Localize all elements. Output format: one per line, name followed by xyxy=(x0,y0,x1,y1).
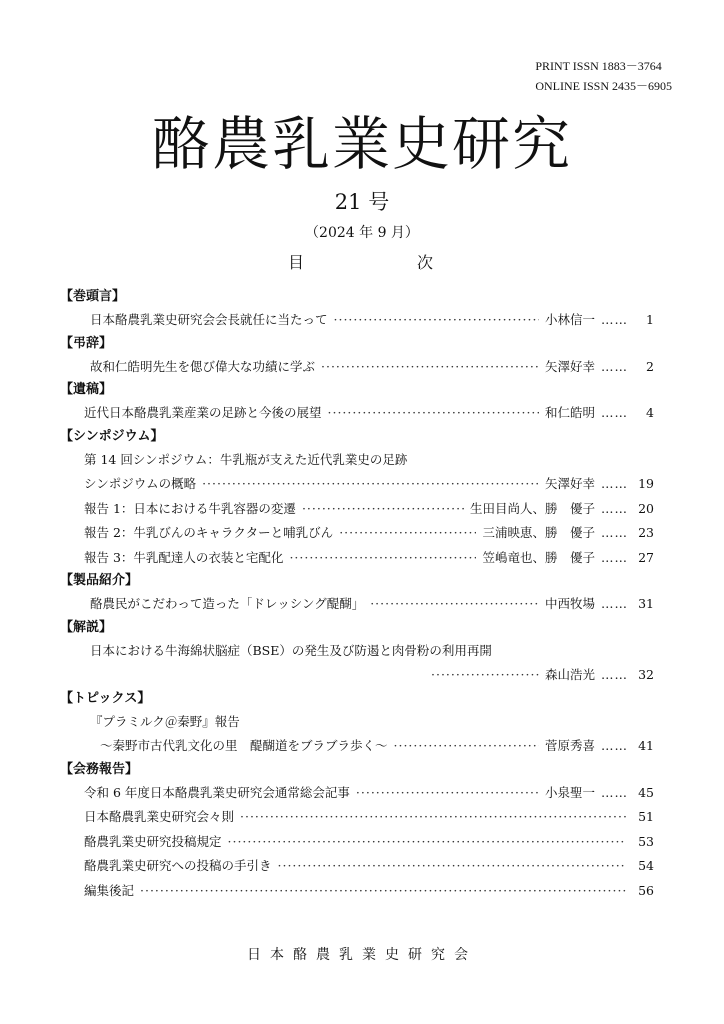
section-heading: 【トピックス】 xyxy=(60,690,151,706)
section-heading: 【シンポジウム】 xyxy=(60,428,164,444)
toc-entry[interactable]: 令和 6 年度日本酪農乳業史研究会通常総会記事 ····· 小泉聖一 …… 45 xyxy=(60,781,654,806)
toc-entry[interactable]: シンポジウムの概略 ····· 矢澤好幸 …… 19 xyxy=(60,472,654,497)
toc-entry[interactable]: 故和仁皓明先生を偲び偉大な功績に学ぶ ····· 矢澤好幸 …… 2 xyxy=(60,355,654,380)
toc-heading: 目 次 xyxy=(287,253,437,272)
table-of-contents xyxy=(60,286,654,903)
issn-block xyxy=(535,56,672,96)
issue-date: （2024 年 9 月） xyxy=(305,225,419,241)
toc-entry[interactable]: 日本酪農乳業史研究会々則 ····· 51 xyxy=(60,805,654,830)
section-heading: 【遺稿】 xyxy=(60,382,113,397)
toc-entry[interactable]: 酪農乳業史研究投稿規定 ····· 53 xyxy=(60,830,654,855)
toc-entry[interactable]: 日本酪農乳業史研究会会長就任に当たって ····· 小林信一 …… 1 xyxy=(60,308,654,333)
section-heading: 【解説】 xyxy=(60,619,113,635)
topic-title: 『プラミルク＠秦野』報告 xyxy=(90,713,240,729)
toc-entry[interactable]: 編集後記 ····· 56 xyxy=(60,879,654,904)
print-issn: PRINT ISSN 1883－3764 xyxy=(535,59,662,73)
toc-entry[interactable]: ····· 森山浩光 …… 32 xyxy=(60,663,654,688)
symposium-intro: 第 14 回シンポジウム：牛乳瓶が支えた近代乳業史の足跡 xyxy=(84,451,408,467)
section-heading: 【弔辞】 xyxy=(60,335,113,351)
article-title: 日本における牛海綿状脳症（BSE）の発生及び防遏と肉骨粉の利用再開 xyxy=(90,642,492,658)
journal-title: 酪農乳業史研究 xyxy=(151,110,572,178)
publisher-name: 日本酪農乳業史研究会 xyxy=(247,947,477,963)
toc-entry[interactable]: 報告 1：日本における牛乳容器の変遷 ····· 生田目尚人、勝 優子 …… 20 xyxy=(60,497,654,522)
toc-entry[interactable]: 近代日本酪農乳業産業の足跡と今後の展望 ····· 和仁皓明 …… 4 xyxy=(60,401,654,426)
issue-number: 21 号 xyxy=(334,190,390,214)
toc-entry[interactable]: 報告 2：牛乳びんのキャラクターと哺乳びん ····· 三浦映恵、勝 優子 …… 23 xyxy=(60,521,654,546)
section-heading: 【会務報告】 xyxy=(60,761,139,777)
online-issn: ONLINE ISSN 2435－6905 xyxy=(535,79,672,93)
section-heading: 【巻頭言】 xyxy=(60,289,126,304)
toc-entry[interactable]: 酪農民がこだわって造った「ドレッシング醍醐」 ····· 中西牧場 …… 31 xyxy=(60,592,654,617)
toc-entry[interactable]: 酪農乳業史研究への投稿の手引き ····· 54 xyxy=(60,854,654,879)
toc-entry[interactable]: ～秦野市古代乳文化の里 醍醐道をブラブラ歩く～ ····· 菅原秀喜 …… 41 xyxy=(60,734,654,759)
toc-entry[interactable]: 報告 3：牛乳配達人の衣装と宅配化 ····· 笠嶋竜也、勝 優子 …… 27 xyxy=(60,546,654,571)
section-heading: 【製品紹介】 xyxy=(60,573,139,588)
